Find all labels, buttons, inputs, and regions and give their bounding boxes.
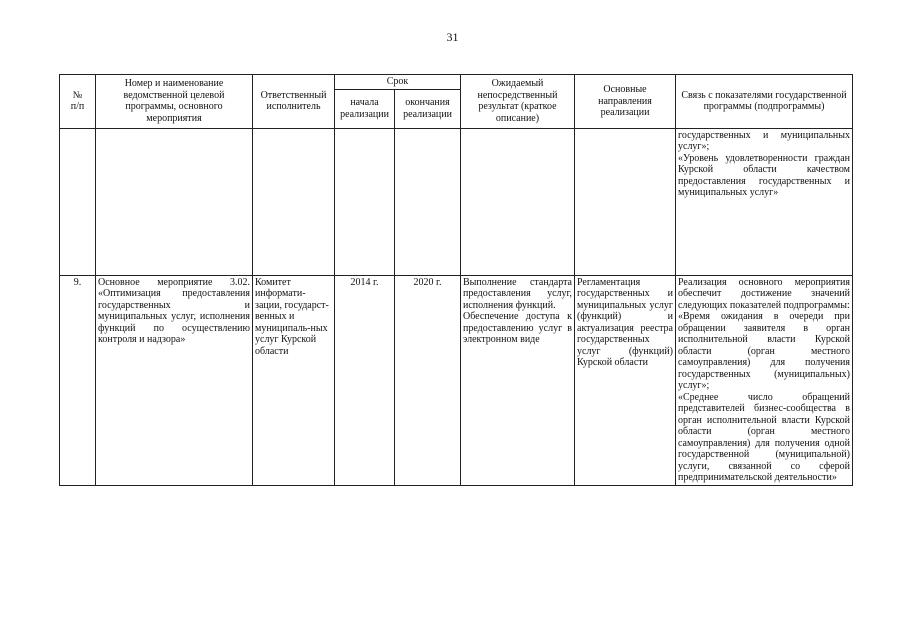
page-number: 31 — [446, 30, 459, 44]
header-result: Ожидаемый непосредственный результат (краткое описание) — [461, 75, 575, 129]
table-row — [60, 275, 853, 485]
header-num: № п/п — [60, 75, 96, 129]
cell-name: Основное мероприятие 3.02. «Оптимизация предоставления государственных и муниципальных услуг, исполнения функций по осуществлению контроля и надзора» — [96, 275, 253, 485]
measures-table — [59, 74, 853, 486]
cell-num: 9. — [60, 275, 96, 485]
cell-num — [60, 128, 96, 275]
cell-result: Выполнение стандарта предоставления услуг, исполнения функций. Обеспечение доступа к предоставлению услуг в электронном виде — [461, 275, 575, 485]
cell-link: государственных и муниципальных услуг»; «Уровень удовлетворенности граждан Курской области качеством предоставления государственных и муниципальных услуг» — [676, 128, 853, 275]
cell-directions: Регламентация государственных и муниципальных услуг (функций) и актуализация реестра государственных услуг (функций) Курской области — [575, 275, 676, 485]
cell-end: 2020 г. — [395, 275, 461, 485]
cell-name — [96, 128, 253, 275]
cell-directions — [575, 128, 676, 275]
cell-start — [335, 128, 395, 275]
cell-executor — [253, 128, 335, 275]
header-directions: Основные направления реализации — [575, 75, 676, 129]
header-start: начала реализации — [335, 89, 395, 128]
cell-result — [461, 128, 575, 275]
header-name: Номер и наименование ведомственной целевой программы, основного мероприятия — [96, 75, 253, 129]
table-row — [60, 128, 853, 275]
cell-end — [395, 128, 461, 275]
header-executor: Ответственный исполнитель — [253, 75, 335, 129]
header-end: окончания реализации — [395, 89, 461, 128]
header-term: Срок — [335, 75, 461, 90]
cell-start: 2014 г. — [335, 275, 395, 485]
header-link: Связь с показателями государственной программы (подпрограммы) — [676, 75, 853, 129]
cell-link: Реализация основного мероприятия обеспечит достижение значений следующих показателей подпрограммы: «Время ожидания в очереди при обращении заявителя в орган исполнительной власти Курской области (орган местного самоуправления) для получения государственных (муниципальных) услуг»; «Среднее число обращений представителей бизнес-сообщества в орган исполнительной власти Курской области (орган местного самоуправления) для получения одной государственной (муниципальной) услуги, связанной со сферой предпринимательской деятельности» — [676, 275, 853, 485]
cell-executor: Комитет информати-зации, государст-венных и муниципаль-ных услуг Курской области — [253, 275, 335, 485]
header-row-1 — [60, 75, 853, 90]
